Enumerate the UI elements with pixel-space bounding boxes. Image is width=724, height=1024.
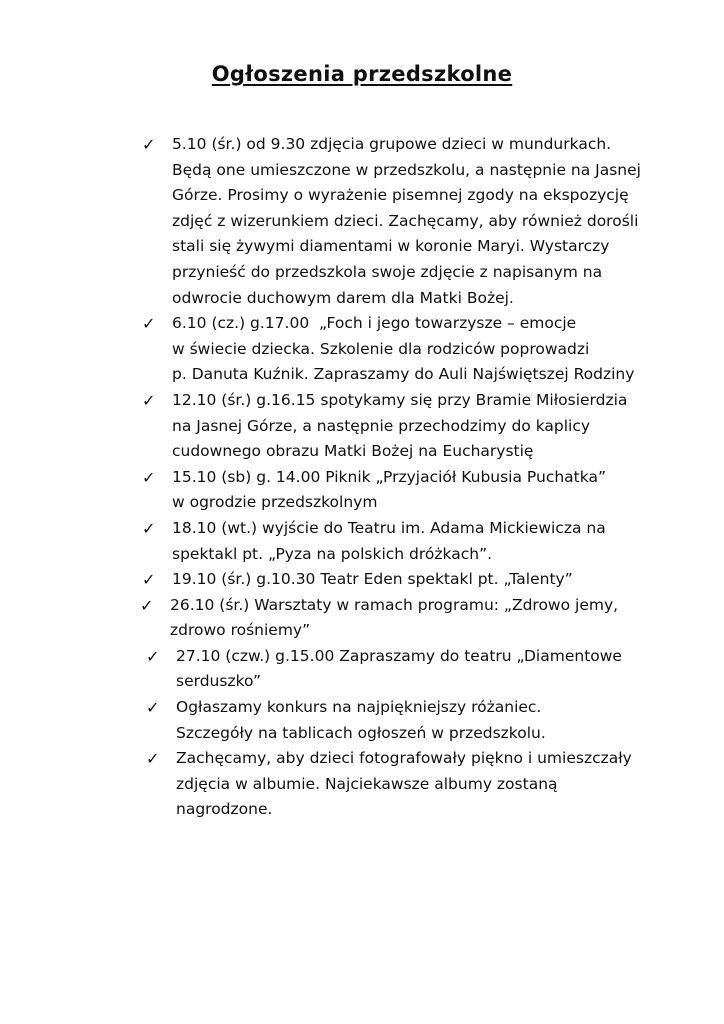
list-item-line: 18.10 (wt.) wyjście do Teatru im. Adama Mickiewicza na bbox=[172, 518, 606, 537]
list-item-text bbox=[176, 746, 724, 823]
list-item-line: 5.10 (śr.) od 9.30 zdjęcia grupowe dzieci w mundurkach. bbox=[172, 135, 612, 153]
page-title: Ogłoszenia przedszkolne bbox=[211, 62, 513, 86]
list-item-text bbox=[172, 516, 724, 567]
list-item bbox=[0, 644, 724, 695]
list-item-line: zdrowo rośniemy” bbox=[170, 621, 311, 640]
list-item-line: 26.10 (śr.) Warsztaty w ramach programu: „Zdrowo jemy, bbox=[170, 595, 619, 614]
list-item-line: 12.10 (śr.) g.16.15 spotykamy się przy Bramie Miłosierdzia bbox=[172, 390, 628, 409]
list-item-text bbox=[172, 465, 724, 516]
checkmark-icon: ✓ bbox=[146, 646, 160, 666]
list-item-line: 15.10 (sb) g. 14.00 Piknik „Przyjaciół Kubusia Puchatka” bbox=[172, 467, 606, 486]
list-item-line: cudownego obrazu Matki Bożej na Eucharystię bbox=[172, 442, 534, 461]
checkmark-icon: ✓ bbox=[142, 390, 156, 410]
list-item-text bbox=[172, 388, 724, 465]
list-item-text bbox=[176, 695, 724, 746]
list-item bbox=[0, 388, 724, 465]
list-item-line: 19.10 (śr.) g.10.30 Teatr Eden spektakl pt. „Talenty” bbox=[172, 570, 573, 589]
list-item bbox=[0, 311, 724, 388]
list-item-line: serduszko” bbox=[176, 672, 261, 691]
list-item-text bbox=[176, 644, 724, 695]
list-item-line: zdjęcia w albumie. Najciekawsze albumy zostaną bbox=[176, 774, 558, 793]
checkmark-icon: ✓ bbox=[146, 698, 160, 718]
list-item bbox=[0, 465, 724, 516]
list-item-line: odwrocie duchowym darem dla Matki Bożej. bbox=[172, 288, 514, 307]
checkmark-icon: ✓ bbox=[142, 467, 156, 487]
list-item-line: 27.10 (czw.) g.15.00 Zapraszamy do teatru „Diamentowe bbox=[176, 646, 622, 665]
list-item-line: spektakl pt. „Pyza na polskich dróżkach”. bbox=[172, 544, 493, 563]
list-item-line: zdjęć z wizerunkiem dzieci. Zachęcamy, aby również dorośli bbox=[172, 211, 639, 230]
list-item-text bbox=[170, 593, 724, 644]
list-item-line: 6.10 (cz.) g.17.00 „Foch i jego towarzysze – emocje bbox=[172, 314, 577, 333]
list-item-line: przynieść do przedszkola swoje zdjęcie z napisanym na bbox=[172, 262, 603, 281]
list-item-text bbox=[172, 132, 724, 311]
list-item-text bbox=[172, 311, 724, 388]
list-item bbox=[0, 695, 724, 746]
list-item-line: Zachęcamy, aby dzieci fotografowały piękno i umieszczały bbox=[176, 749, 632, 768]
checkmark-icon: ✓ bbox=[140, 595, 154, 615]
list-item bbox=[0, 516, 724, 567]
list-item-line: w świecie dziecka. Szkolenie dla rodziców poprowadzi bbox=[172, 339, 590, 358]
announcement-list bbox=[0, 132, 724, 823]
list-item-line: na Jasnej Górze, a następnie przechodzimy do kaplicy bbox=[172, 416, 591, 435]
list-item-line: Szczegóły na tablicach ogłoszeń w przedszkolu. bbox=[176, 723, 546, 742]
list-item-line: Będą one umieszczone w przedszkolu, a następnie na Jasnej bbox=[172, 160, 641, 179]
list-item bbox=[0, 593, 724, 644]
checkmark-icon: ✓ bbox=[146, 749, 160, 769]
list-item bbox=[0, 746, 724, 823]
checkmark-icon: ✓ bbox=[142, 314, 156, 334]
list-item-line: stali się żywymi diamentami w koronie Maryi. Wystarczy bbox=[172, 237, 610, 256]
list-item-line: Ogłaszamy konkurs na najpiękniejszy różaniec. bbox=[176, 698, 542, 717]
checkmark-icon: ✓ bbox=[142, 570, 156, 590]
list-item-line: Górze. Prosimy o wyrażenie pisemnej zgody na ekspozycję bbox=[172, 186, 629, 205]
list-item-line: w ogrodzie przedszkolnym bbox=[172, 493, 378, 512]
checkmark-icon: ✓ bbox=[142, 518, 156, 538]
list-item-line: p. Danuta Kuźnik. Zapraszamy do Auli Najświętszej Rodziny bbox=[172, 365, 635, 384]
list-item bbox=[0, 567, 724, 593]
list-item bbox=[0, 132, 724, 311]
list-item-text bbox=[172, 567, 724, 593]
list-item-line: nagrodzone. bbox=[176, 800, 273, 819]
checkmark-icon: ✓ bbox=[142, 135, 156, 154]
